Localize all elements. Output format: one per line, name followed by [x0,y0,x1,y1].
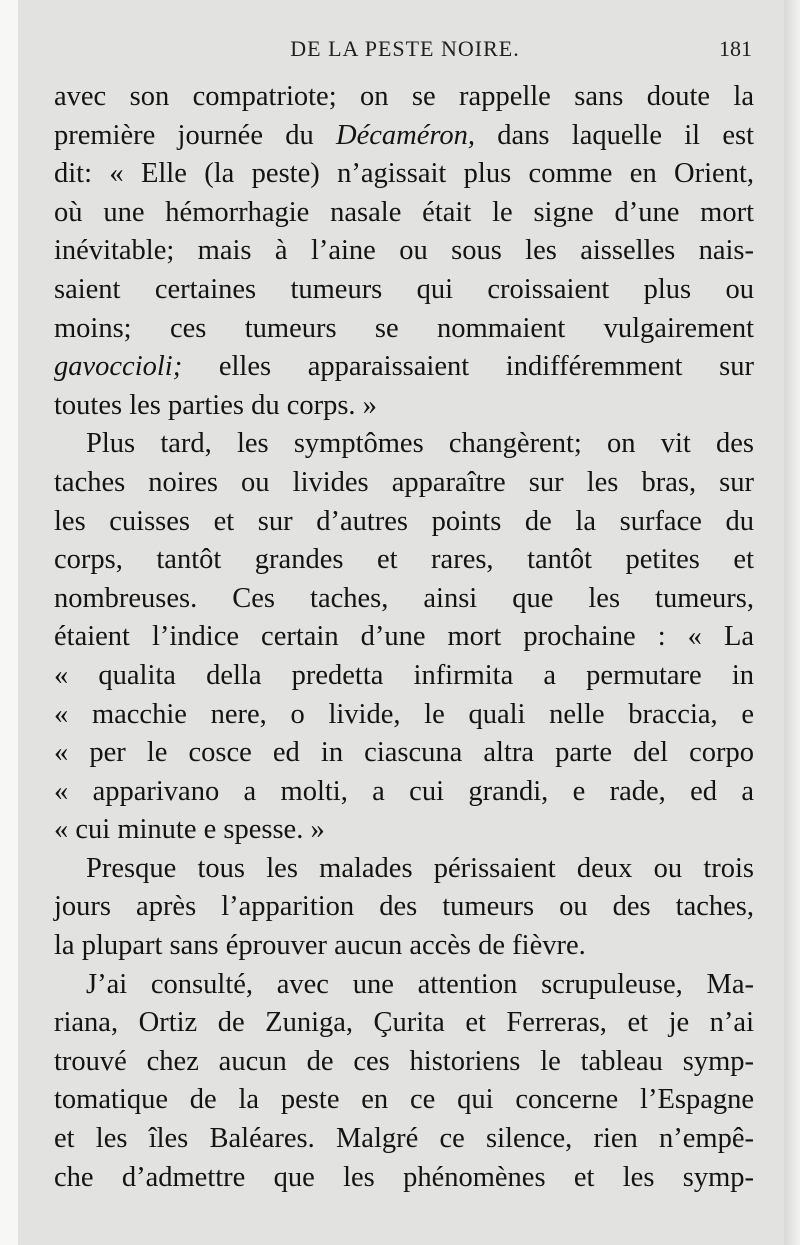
text-segment: première journée du [54,119,336,151]
text-line: Presque tous les malades périssaient deux ou trois [86,852,754,884]
running-head: DE LA PESTE NOIRE. [290,36,520,61]
text-line: tomatique de la peste en ce qui concerne l’Espagne [54,1084,754,1116]
text-line: dit: « Elle (la peste) n’agissait plus comme en Orient, [54,158,754,190]
text-line [54,348,754,387]
text-line: « apparivano a molti, a cui grandi, e rade, ed a [54,775,754,807]
text-line: toutes les parties du corps. » [54,389,377,421]
text-line: « cui minute e spesse. » [54,814,325,846]
text-line: inévitable; mais à l’aine ou sous les aisselles nais- [54,235,754,267]
text-line: moins; ces tumeurs se nommaient vulgairement [54,312,754,344]
italic-title: Décaméron, [336,119,476,151]
text-line: « per le cosce ed in ciascuna altra parte del corpo [54,737,754,769]
text-line: avec son compatriote; on se rappelle sans doute la [54,81,754,112]
text-segment: dans laquelle il est [475,119,754,151]
text-line [54,117,754,156]
text-line: J’ai consulté, avec une attention scrupuleuse, Ma- [86,968,754,1000]
page-number: 181 [719,36,752,61]
text-line: corps, tantôt grandes et rares, tantôt petites et [54,544,754,576]
text-line: étaient l’indice certain d’une mort prochaine : « La [54,621,754,653]
page-header [58,36,752,66]
text-line: « macchie nere, o livide, le quali nelle braccia, e [54,698,754,730]
text-line: jours après l’apparition des tumeurs ou des taches, [54,891,754,923]
text-line: où une hémorrhagie nasale était le signe d’une mort [54,196,754,228]
text-line: « qualita della predetta infirmita a permutare in [54,659,754,691]
text-line: la plupart sans éprouver aucun accès de fièvre. [54,930,586,962]
text-line: et les îles Baléares. Malgré ce silence, rien n’empê- [54,1123,754,1155]
text-line: saient certaines tumeurs qui croissaient plus ou [54,273,754,305]
text-line: Plus tard, les symptômes changèrent; on vit des [86,428,754,460]
italic-term: gavoccioli; [54,351,183,383]
text-segment: elles apparaissaient indifféremment sur [182,351,754,383]
page-margin-left [0,0,18,1245]
text-line: trouvé chez aucun de ces historiens le tableau symp- [54,1045,754,1077]
text-line: che d’admettre que les phénomènes et les symp- [54,1161,754,1193]
text-line: riana, Ortiz de Zuniga, Çurita et Ferreras, et je n’ai [54,1007,754,1039]
page-margin-right [784,0,800,1245]
text-line: taches noires ou livides apparaître sur les bras, sur [54,466,754,498]
text-line: nombreuses. Ces taches, ainsi que les tumeurs, [54,582,754,614]
text-line: les cuisses et sur d’autres points de la surface du [54,505,754,537]
body-text [54,78,754,1197]
